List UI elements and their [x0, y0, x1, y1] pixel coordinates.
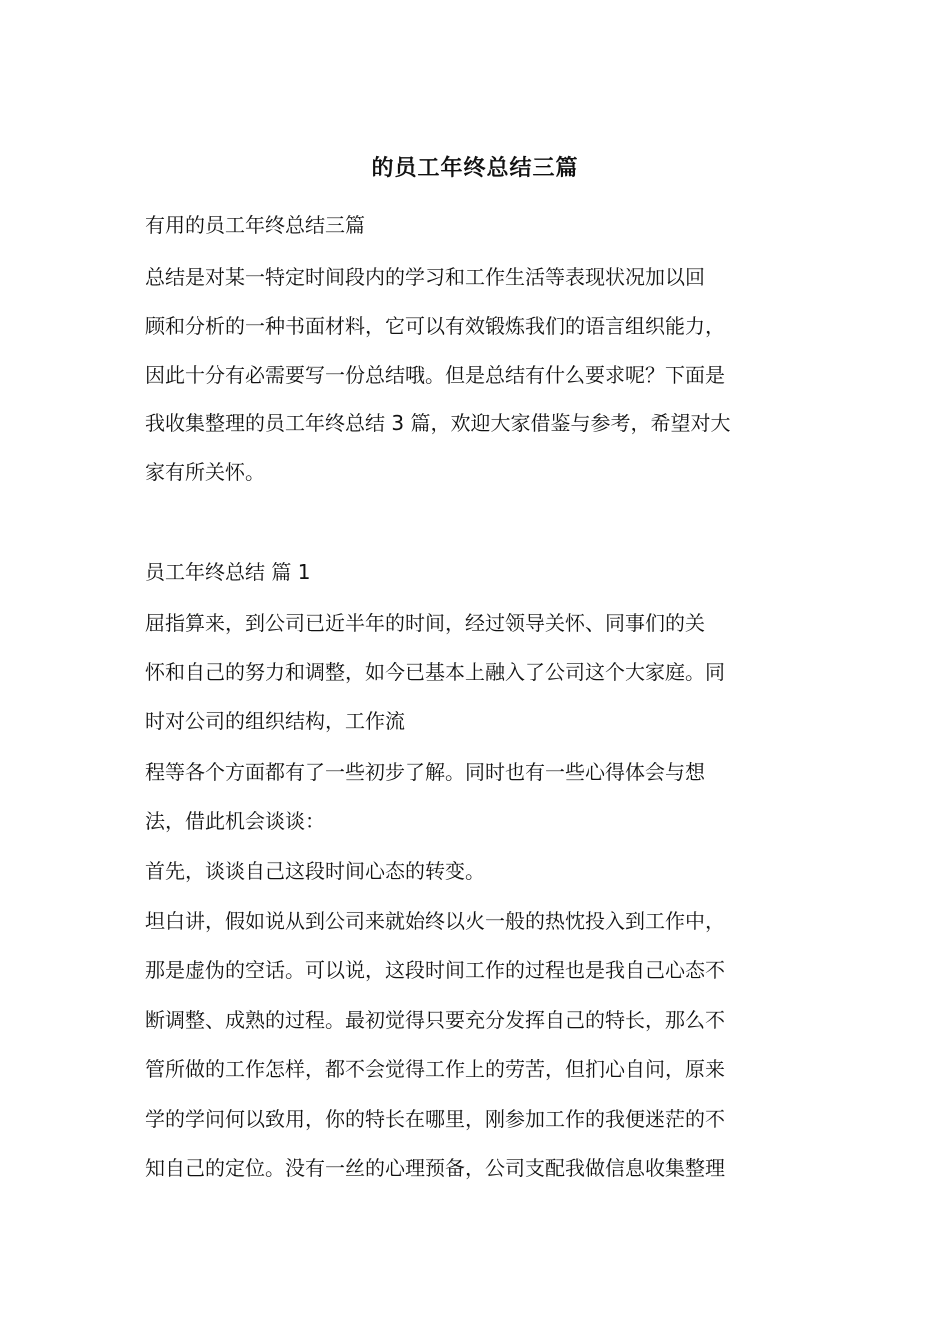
body-line: 程等各个方面都有了一些初步了解。同时也有一些心得体会与想 [145, 760, 705, 784]
intro-line: 家有所关怀。 [145, 460, 265, 484]
body-line: 怀和自己的努力和调整，如今已基本上融入了公司这个大家庭。同 [145, 660, 725, 684]
body-line: 断调整、成熟的过程。最初觉得只要充分发挥自己的特长，那么不 [145, 1008, 725, 1032]
intro-line: 我收集整理的员工年终总结 3 篇，欢迎大家借鉴与参考，希望对大 [145, 411, 731, 435]
body-line: 管所做的工作怎样，都不会觉得工作上的劳苦，但扪心自问，原来 [145, 1057, 725, 1081]
intro-line: 总结是对某一特定时间段内的学习和工作生活等表现状况加以回 [145, 265, 705, 289]
body-line: 时对公司的组织结构，工作流 [145, 709, 405, 733]
document-title: 的员工年终总结三篇 [371, 156, 579, 181]
intro-line: 顾和分析的一种书面材料，它可以有效锻炼我们的语言组织能力， [145, 314, 725, 338]
subtitle-line: 有用的员工年终总结三篇 [145, 213, 365, 237]
body-line: 屈指算来，到公司已近半年的时间，经过领导关怀、同事们的关 [145, 611, 705, 635]
body-line: 首先，谈谈自己这段时间心态的转变。 [145, 859, 485, 883]
body-line: 知自己的定位。没有一丝的心理预备，公司支配我做信息收集整理 [145, 1156, 725, 1180]
section-heading: 员工年终总结 篇 1 [145, 560, 311, 584]
body-line: 坦白讲，假如说从到公司来就始终以火一般的热忱投入到工作中， [145, 909, 725, 933]
body-line: 法，借此机会谈谈： [145, 809, 325, 833]
body-line: 那是虚伪的空话。可以说，这段时间工作的过程也是我自己心态不 [145, 958, 725, 982]
intro-line: 因此十分有必需要写一份总结哦。但是总结有什么要求呢？下面是 [145, 363, 725, 387]
body-line: 学的学问何以致用，你的特长在哪里，刚参加工作的我便迷茫的不 [145, 1107, 725, 1131]
